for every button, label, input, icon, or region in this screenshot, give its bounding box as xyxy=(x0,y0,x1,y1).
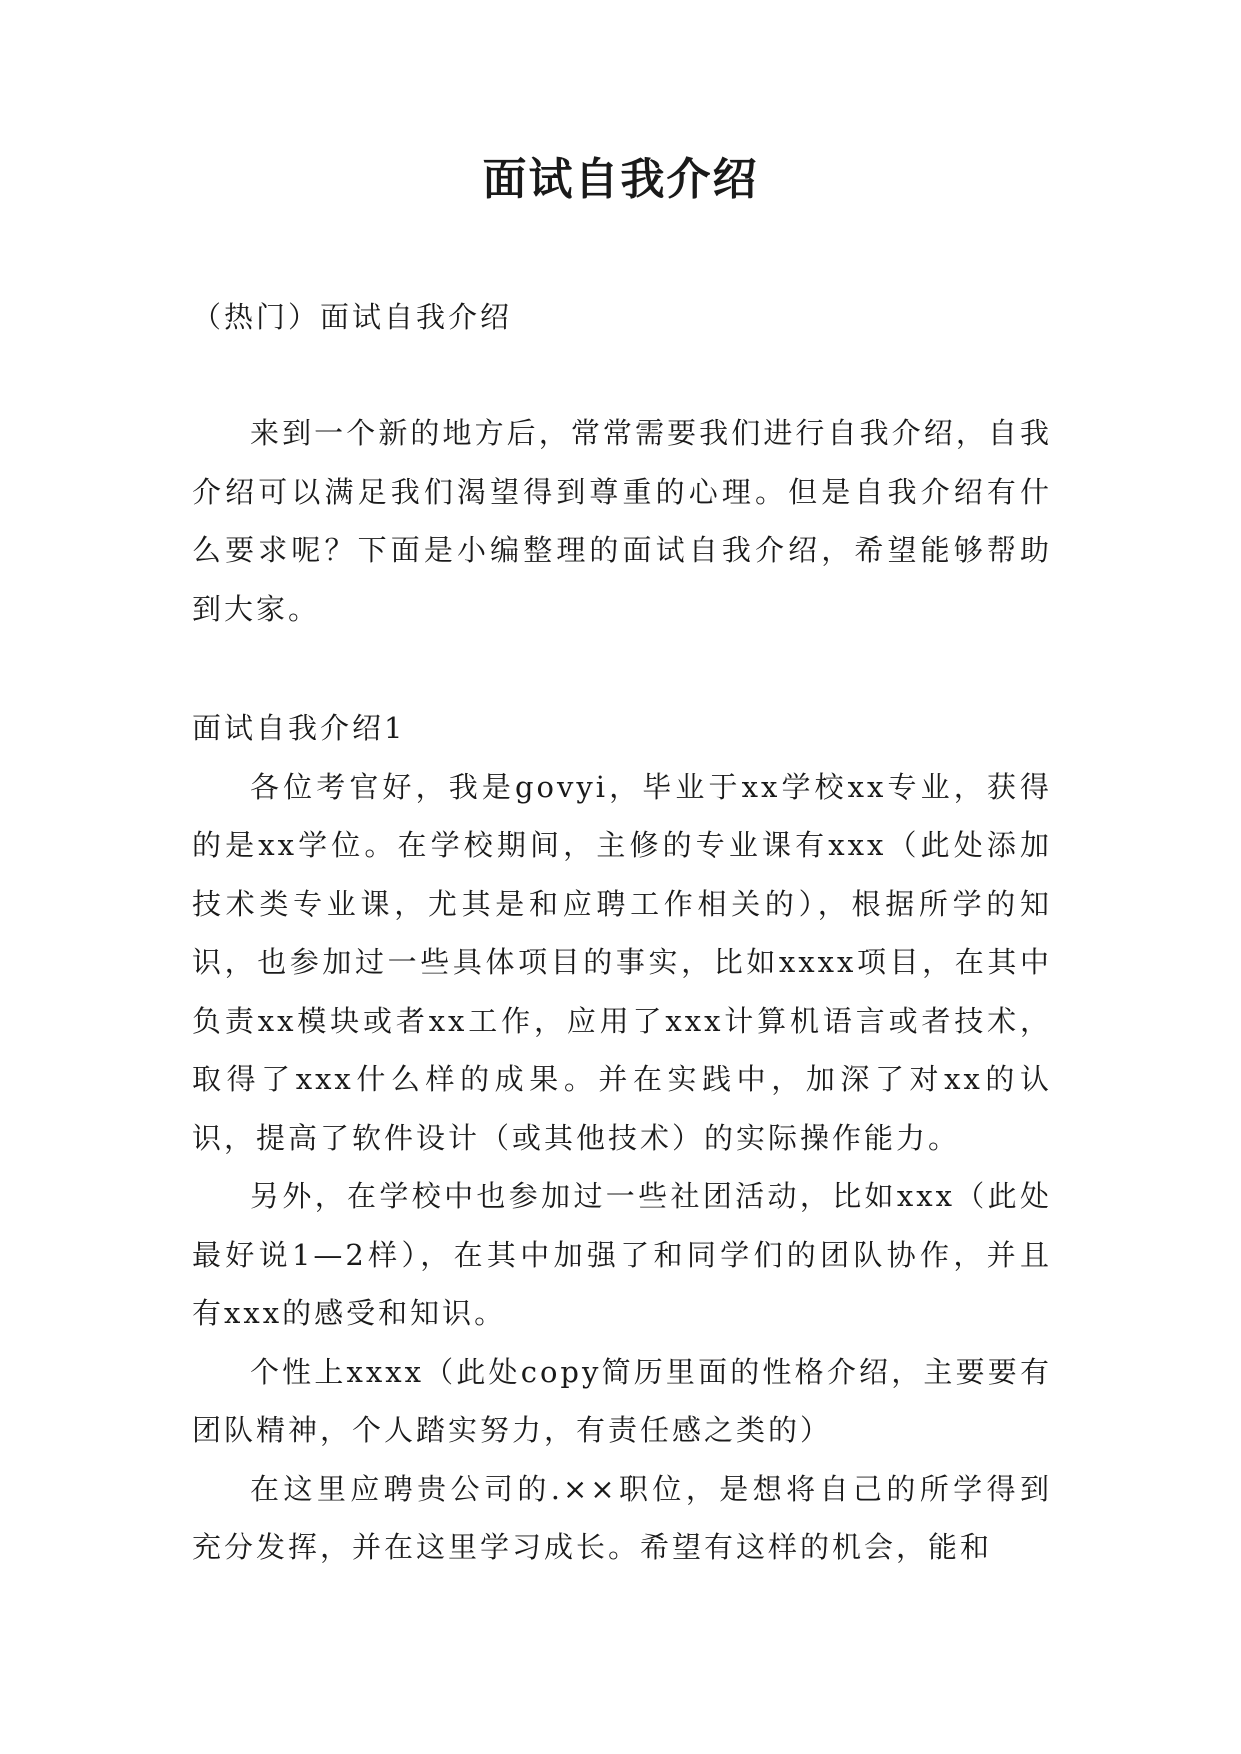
intro-paragraph: 来到一个新的地方后，常常需要我们进行自我介绍，自我介绍可以满足我们渴望得到尊重的心理。但是自我介绍有什么要求呢？下面是小编整理的面试自我介绍，希望能够帮助到大家。 xyxy=(192,416,1052,626)
section-heading: 面试自我介绍1 xyxy=(192,711,406,745)
section-paragraph: 在这里应聘贵公司的.××职位，是想将自己的所学得到充分发挥，并在这里学习成长。希望有这样的机会，能和 xyxy=(192,1471,1052,1564)
intro-section xyxy=(192,404,1052,638)
document-subtitle: （热门）面试自我介绍 xyxy=(192,300,513,334)
section-paragraph: 另外，在学校中也参加过一些社团活动，比如xxx（此处最好说1—2样），在其中加强了和同学们的团队协作，并且有xxx的感受和知识。 xyxy=(192,1179,1052,1330)
section-paragraph: 各位考官好，我是govyi，毕业于xx学校xx专业，获得的是xx学位。在学校期间，主修的专业课有xxx（此处添加技术类专业课，尤其是和应聘工作相关的），根据所学的知识，也参加过一些具体项目的事实，比如xxxx项目，在其中负责xx模块或者xx工作，应用了xxx计算机语言或者技术，取得了xxx什么样的成果。并在实践中，加深了对xx的认识，提高了软件设计（或其他技术）的实际操作能力。 xyxy=(192,769,1052,1155)
section-paragraph: 个性上xxxx（此处copy简历里面的性格介绍，主要要有团队精神，个人踏实努力，有责任感之类的） xyxy=(192,1354,1052,1447)
section-1 xyxy=(192,699,1052,1577)
document-title: 面试自我介绍 xyxy=(482,154,759,205)
